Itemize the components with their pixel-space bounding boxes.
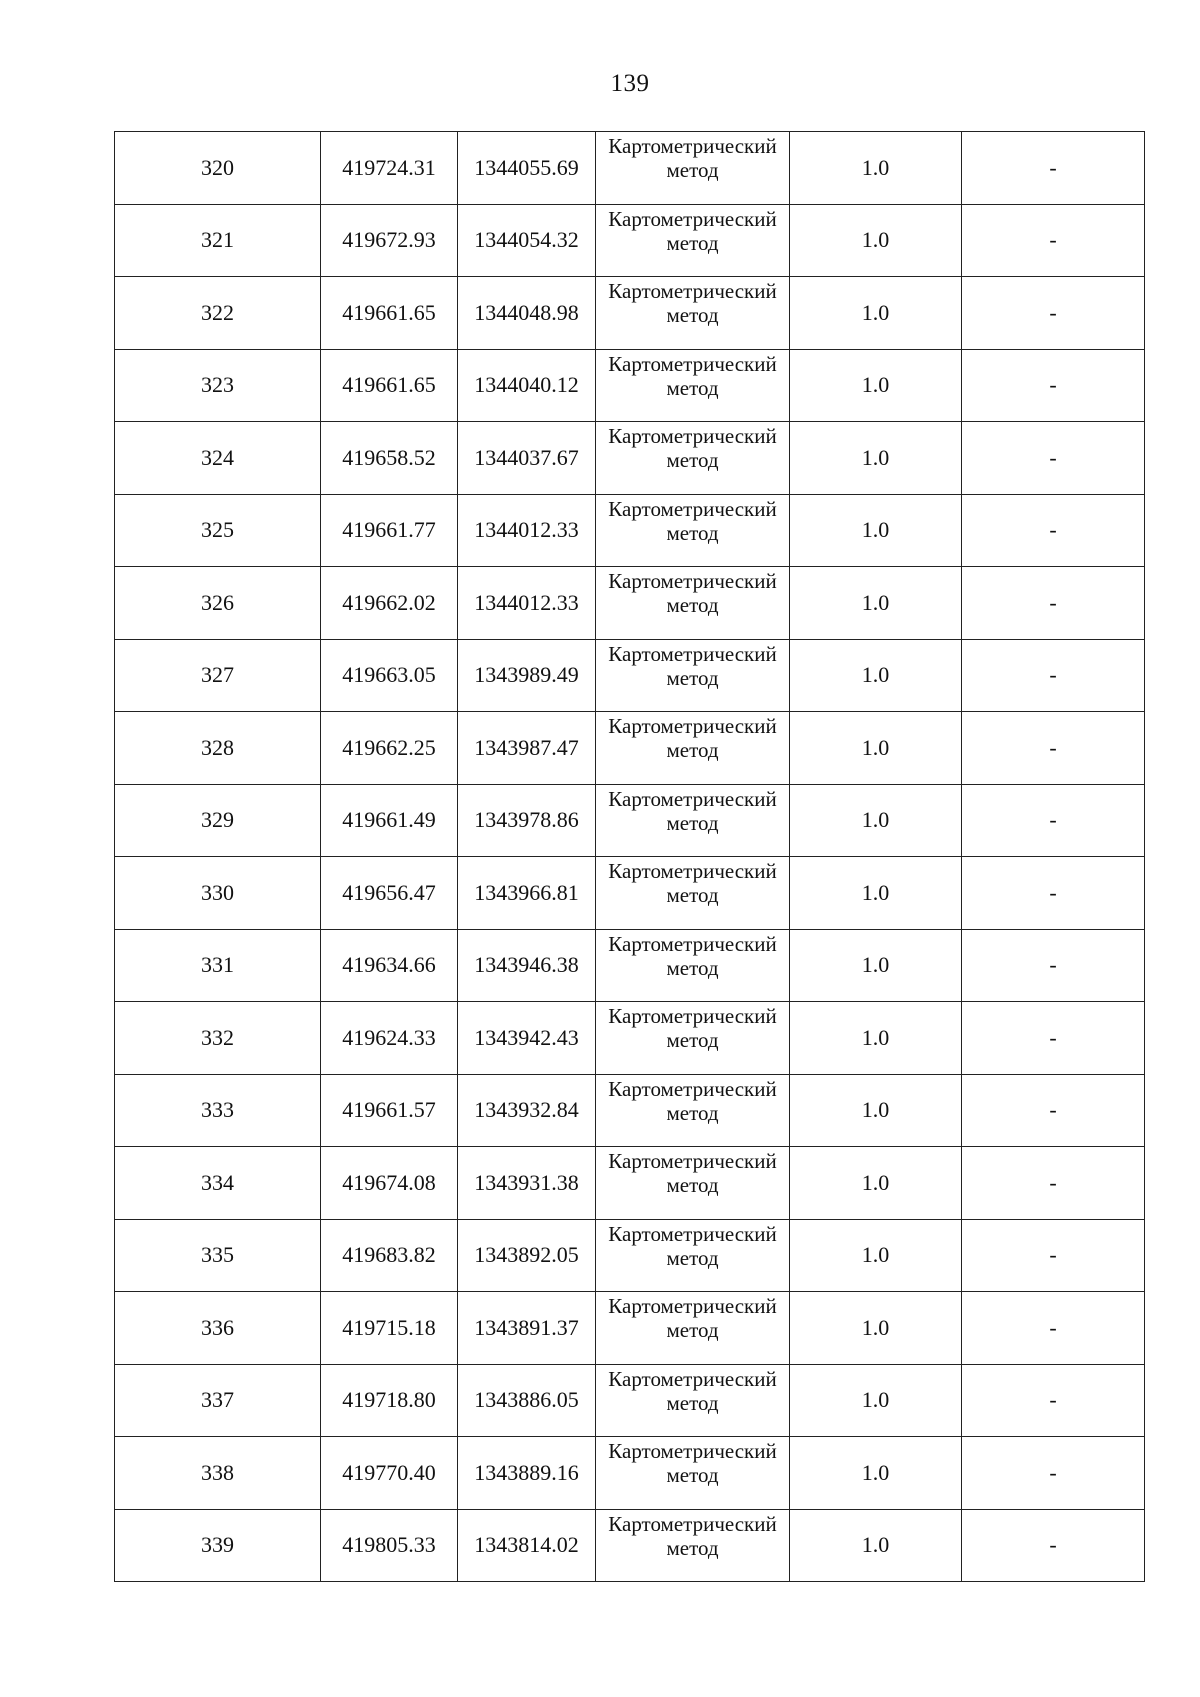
note-cell: -	[962, 494, 1145, 567]
method-label-line2: метод	[666, 593, 719, 618]
accuracy-cell: 1.0	[790, 1219, 962, 1292]
x-coordinate-cell: 419624.33	[321, 1002, 458, 1075]
method-label-line2: метод	[666, 810, 719, 835]
note-cell: -	[962, 784, 1145, 857]
x-coordinate-cell: 419663.05	[321, 639, 458, 712]
method-label-line2: метод	[666, 1535, 719, 1560]
table-row	[115, 784, 1145, 857]
method-label-line1: Картометрический	[608, 134, 777, 158]
method-label-line2: метод	[666, 303, 719, 328]
x-coordinate-cell: 419661.77	[321, 494, 458, 567]
method-cell	[596, 1292, 790, 1365]
method-cell	[596, 1509, 790, 1582]
method-label-line1: Картометрический	[608, 641, 777, 666]
method-label-line1: Картометрический	[608, 1221, 777, 1246]
method-label-line1: Картометрический	[608, 1439, 777, 1463]
method-label-line2: метод	[666, 738, 719, 763]
method-label-line1: Картометрический	[608, 1004, 777, 1028]
accuracy-cell: 1.0	[790, 567, 962, 640]
method-label-line2: метод	[666, 1463, 719, 1488]
point-number-cell: 327	[115, 639, 321, 712]
method-cell	[596, 567, 790, 640]
table-row	[115, 1074, 1145, 1147]
point-number-cell: 331	[115, 929, 321, 1002]
y-coordinate-cell: 1343932.84	[458, 1074, 596, 1147]
method-label-line1: Картометрический	[608, 1076, 777, 1101]
point-number-cell: 325	[115, 494, 321, 567]
table-row	[115, 132, 1145, 205]
note-cell: -	[962, 1292, 1145, 1365]
table-row	[115, 567, 1145, 640]
table-row	[115, 1147, 1145, 1220]
x-coordinate-cell: 419805.33	[321, 1509, 458, 1582]
method-cell	[596, 639, 790, 712]
y-coordinate-cell: 1344048.98	[458, 277, 596, 350]
note-cell: -	[962, 567, 1145, 640]
method-cell	[596, 494, 790, 567]
accuracy-cell: 1.0	[790, 204, 962, 277]
method-label-line2: метод	[666, 955, 719, 980]
note-cell: -	[962, 929, 1145, 1002]
y-coordinate-cell: 1343814.02	[458, 1509, 596, 1582]
x-coordinate-cell: 419674.08	[321, 1147, 458, 1220]
point-number-cell: 333	[115, 1074, 321, 1147]
y-coordinate-cell: 1343891.37	[458, 1292, 596, 1365]
accuracy-cell: 1.0	[790, 422, 962, 495]
y-coordinate-cell: 1344012.33	[458, 567, 596, 640]
point-number-cell: 330	[115, 857, 321, 930]
x-coordinate-cell: 419656.47	[321, 857, 458, 930]
y-coordinate-cell: 1344055.69	[458, 132, 596, 205]
point-number-cell: 336	[115, 1292, 321, 1365]
accuracy-cell: 1.0	[790, 1147, 962, 1220]
accuracy-cell: 1.0	[790, 1002, 962, 1075]
x-coordinate-cell: 419661.65	[321, 349, 458, 422]
method-label-line2: метод	[666, 1245, 719, 1270]
note-cell: -	[962, 712, 1145, 785]
point-number-cell: 332	[115, 1002, 321, 1075]
note-cell: -	[962, 277, 1145, 350]
method-label-line1: Картометрический	[608, 859, 777, 883]
method-label-line2: метод	[666, 1318, 719, 1343]
method-label-line2: метод	[666, 1028, 719, 1053]
note-cell: -	[962, 857, 1145, 930]
note-cell: -	[962, 1437, 1145, 1510]
point-number-cell: 328	[115, 712, 321, 785]
point-number-cell: 320	[115, 132, 321, 205]
table-row	[115, 1364, 1145, 1437]
y-coordinate-cell: 1343886.05	[458, 1364, 596, 1437]
note-cell: -	[962, 1074, 1145, 1147]
x-coordinate-cell: 419661.49	[321, 784, 458, 857]
method-label-line1: Картометрический	[608, 1294, 777, 1318]
point-number-cell: 321	[115, 204, 321, 277]
y-coordinate-cell: 1343987.47	[458, 712, 596, 785]
accuracy-cell: 1.0	[790, 784, 962, 857]
table-row	[115, 1292, 1145, 1365]
table-row	[115, 712, 1145, 785]
method-label-line1: Картометрический	[608, 786, 777, 811]
method-cell	[596, 1364, 790, 1437]
y-coordinate-cell: 1343892.05	[458, 1219, 596, 1292]
y-coordinate-cell: 1343946.38	[458, 929, 596, 1002]
accuracy-cell: 1.0	[790, 1437, 962, 1510]
method-label-line1: Картометрический	[608, 1366, 777, 1391]
note-cell: -	[962, 1364, 1145, 1437]
point-number-cell: 322	[115, 277, 321, 350]
method-cell	[596, 349, 790, 422]
method-cell	[596, 1002, 790, 1075]
point-number-cell: 338	[115, 1437, 321, 1510]
method-label-line2: метод	[666, 883, 719, 908]
table-row	[115, 1002, 1145, 1075]
method-label-line1: Картометрический	[608, 351, 777, 376]
table-body	[115, 132, 1145, 1582]
accuracy-cell: 1.0	[790, 929, 962, 1002]
accuracy-cell: 1.0	[790, 1509, 962, 1582]
y-coordinate-cell: 1344037.67	[458, 422, 596, 495]
table-row	[115, 204, 1145, 277]
table-row	[115, 494, 1145, 567]
y-coordinate-cell: 1343942.43	[458, 1002, 596, 1075]
method-label-line2: метод	[666, 1390, 719, 1415]
x-coordinate-cell: 419661.65	[321, 277, 458, 350]
method-label-line2: метод	[666, 520, 719, 545]
x-coordinate-cell: 419683.82	[321, 1219, 458, 1292]
point-number-cell: 335	[115, 1219, 321, 1292]
y-coordinate-cell: 1343966.81	[458, 857, 596, 930]
page-number: 139	[610, 70, 650, 97]
x-coordinate-cell: 419770.40	[321, 1437, 458, 1510]
method-label-line1: Картометрический	[608, 206, 777, 231]
method-label-line2: метод	[666, 158, 719, 183]
point-number-cell: 323	[115, 349, 321, 422]
accuracy-cell: 1.0	[790, 857, 962, 930]
accuracy-cell: 1.0	[790, 1074, 962, 1147]
method-label-line2: метод	[666, 230, 719, 255]
point-number-cell: 337	[115, 1364, 321, 1437]
y-coordinate-cell: 1343989.49	[458, 639, 596, 712]
method-cell	[596, 857, 790, 930]
accuracy-cell: 1.0	[790, 132, 962, 205]
table-row	[115, 639, 1145, 712]
x-coordinate-cell: 419715.18	[321, 1292, 458, 1365]
note-cell: -	[962, 1509, 1145, 1582]
method-label-line1: Картометрический	[608, 1149, 777, 1173]
y-coordinate-cell: 1343978.86	[458, 784, 596, 857]
point-number-cell: 329	[115, 784, 321, 857]
point-number-cell: 324	[115, 422, 321, 495]
method-cell	[596, 929, 790, 1002]
method-label-line2: метод	[666, 448, 719, 473]
accuracy-cell: 1.0	[790, 1292, 962, 1365]
method-cell	[596, 1437, 790, 1510]
x-coordinate-cell: 419661.57	[321, 1074, 458, 1147]
method-label-line1: Картометрический	[608, 714, 777, 738]
table-row	[115, 349, 1145, 422]
point-number-cell: 326	[115, 567, 321, 640]
method-cell	[596, 1074, 790, 1147]
method-label-line2: метод	[666, 1173, 719, 1198]
accuracy-cell: 1.0	[790, 494, 962, 567]
table-row	[115, 929, 1145, 1002]
note-cell: -	[962, 1147, 1145, 1220]
method-label-line1: Картометрический	[608, 496, 777, 521]
table-row	[115, 857, 1145, 930]
note-cell: -	[962, 132, 1145, 205]
note-cell: -	[962, 1219, 1145, 1292]
y-coordinate-cell: 1344054.32	[458, 204, 596, 277]
accuracy-cell: 1.0	[790, 277, 962, 350]
y-coordinate-cell: 1344040.12	[458, 349, 596, 422]
table-row	[115, 1219, 1145, 1292]
y-coordinate-cell: 1344012.33	[458, 494, 596, 567]
note-cell: -	[962, 422, 1145, 495]
x-coordinate-cell: 419634.66	[321, 929, 458, 1002]
method-label-line2: метод	[666, 1100, 719, 1125]
coordinates-table	[114, 131, 1145, 1582]
method-cell	[596, 132, 790, 205]
note-cell: -	[962, 1002, 1145, 1075]
y-coordinate-cell: 1343931.38	[458, 1147, 596, 1220]
accuracy-cell: 1.0	[790, 349, 962, 422]
table-row	[115, 277, 1145, 350]
method-label-line2: метод	[666, 375, 719, 400]
x-coordinate-cell: 419672.93	[321, 204, 458, 277]
method-label-line1: Картометрический	[608, 424, 777, 448]
accuracy-cell: 1.0	[790, 1364, 962, 1437]
accuracy-cell: 1.0	[790, 639, 962, 712]
method-cell	[596, 277, 790, 350]
table-row	[115, 422, 1145, 495]
point-number-cell: 339	[115, 1509, 321, 1582]
x-coordinate-cell: 419724.31	[321, 132, 458, 205]
note-cell: -	[962, 349, 1145, 422]
method-cell	[596, 784, 790, 857]
accuracy-cell: 1.0	[790, 712, 962, 785]
table-row	[115, 1509, 1145, 1582]
y-coordinate-cell: 1343889.16	[458, 1437, 596, 1510]
point-number-cell: 334	[115, 1147, 321, 1220]
method-cell	[596, 1219, 790, 1292]
x-coordinate-cell: 419658.52	[321, 422, 458, 495]
method-label-line1: Картометрический	[608, 279, 777, 303]
table-row	[115, 1437, 1145, 1510]
method-label-line1: Картометрический	[608, 931, 777, 956]
method-cell	[596, 712, 790, 785]
method-cell	[596, 1147, 790, 1220]
x-coordinate-cell: 419662.02	[321, 567, 458, 640]
method-cell	[596, 422, 790, 495]
x-coordinate-cell: 419718.80	[321, 1364, 458, 1437]
method-label-line1: Картометрический	[608, 1511, 777, 1536]
method-label-line2: метод	[666, 665, 719, 690]
x-coordinate-cell: 419662.25	[321, 712, 458, 785]
method-label-line1: Картометрический	[608, 569, 777, 593]
method-cell	[596, 204, 790, 277]
note-cell: -	[962, 639, 1145, 712]
note-cell: -	[962, 204, 1145, 277]
